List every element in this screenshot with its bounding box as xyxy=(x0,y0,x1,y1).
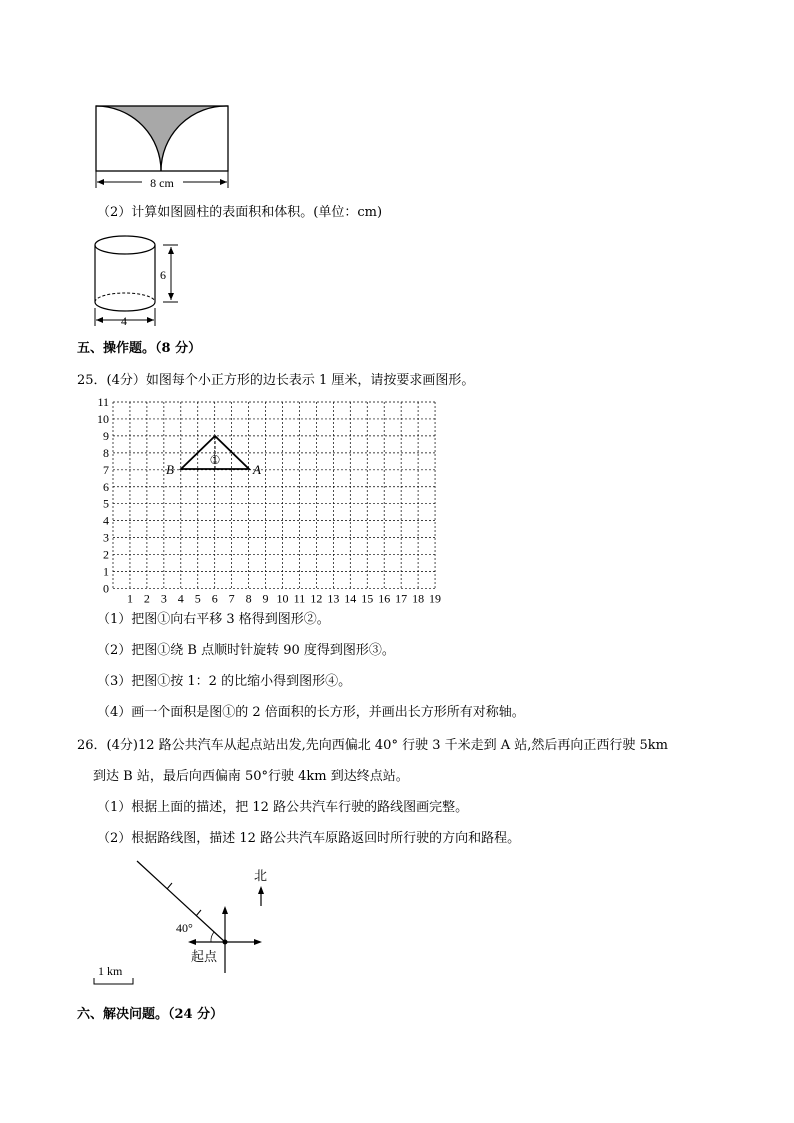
question-25-item-4: （4）画一个面积是图①的 2 倍面积的长方形，并画出长方形所有对称轴。 xyxy=(97,705,525,720)
north-label: 北 xyxy=(254,868,268,883)
x-axis-label: 12 xyxy=(310,591,323,606)
x-axis-label: 16 xyxy=(378,591,391,606)
y-axis-label: 5 xyxy=(103,496,109,511)
section-6-title: 六、解决问题。（24 分） xyxy=(77,1007,224,1022)
scale-bar xyxy=(94,978,133,984)
y-axis-label: 1 xyxy=(103,564,109,579)
x-axis-label: 2 xyxy=(143,591,150,606)
cylinder-height-label: 6 xyxy=(160,268,166,282)
point-a-label: A xyxy=(253,462,261,477)
x-axis-label: 5 xyxy=(194,591,201,606)
y-axis-label: 10 xyxy=(97,411,109,426)
y-axis-label: 4 xyxy=(103,513,109,528)
x-axis-label: 7 xyxy=(228,591,235,606)
question-26-item-1: （1）根据上面的描述，把 12 路公共汽车行驶的路线图画完整。 xyxy=(97,800,469,815)
x-axis-label: 15 xyxy=(361,591,374,606)
point-b-label: B xyxy=(166,462,174,477)
y-axis-label: 2 xyxy=(103,547,109,562)
x-axis-label: 18 xyxy=(412,591,425,606)
x-axis-label: 19 xyxy=(429,591,442,606)
start-point xyxy=(223,940,228,945)
angle-label: 40° xyxy=(176,921,193,935)
question-25-item-1: （1）把图①向右平移 3 格得到图形②。 xyxy=(97,612,330,627)
y-axis-label: 7 xyxy=(103,462,109,477)
x-axis-label: 17 xyxy=(395,591,408,606)
x-axis-label: 4 xyxy=(177,591,184,606)
question-25-stem: 25．(4分）如图每个小正方形的边长表示 1 厘米，请按要求画图形。 xyxy=(77,373,475,388)
north-arrow-head xyxy=(258,886,264,894)
y-axis-label: 3 xyxy=(103,530,109,545)
question-25-item-3: （3）把图①按 1：2 的比缩小得到图形④。 xyxy=(97,674,352,689)
section-5-title: 五、操作题。（8 分） xyxy=(77,341,202,356)
y-axis-label: 6 xyxy=(103,479,109,494)
y-axis-label: 11 xyxy=(97,395,109,409)
angle-arc xyxy=(211,932,214,942)
x-axis-label: 9 xyxy=(262,591,269,606)
x-axis-label: 1 xyxy=(126,591,133,606)
question-2-text: （2）计算如图圆柱的表面积和体积。(单位：cm) xyxy=(97,205,383,220)
y-axis-label: 8 xyxy=(103,445,109,460)
x-axis-label: 3 xyxy=(160,591,167,606)
question-26-line-1: 26．(4分)12 路公共汽车从起点站出发,先向西偏北 40° 行驶 3 千米走到 A 站,然后再向正西行驶 5km xyxy=(77,738,668,753)
cylinder-diameter-label: 4 xyxy=(121,314,127,328)
start-label: 起点 xyxy=(191,949,218,964)
dim-label: 8 cm xyxy=(150,176,174,190)
y-axis-label: 9 xyxy=(103,428,109,443)
question-26-item-2: （2）根据路线图，描述 12 路公共汽车原路返回时所行驶的方向和路程。 xyxy=(97,831,521,846)
x-axis-label: 6 xyxy=(211,591,218,606)
x-axis-label: 8 xyxy=(245,591,252,606)
question-25-item-2: （2）把图①绕 B 点顺时针旋转 90 度得到图形③。 xyxy=(97,643,395,658)
x-axis-label: 14 xyxy=(344,591,357,606)
x-axis-label: 13 xyxy=(327,591,340,606)
question-26-line-2: 到达 B 站，最后向西偏南 50°行驶 4km 到达终点站。 xyxy=(93,769,409,784)
x-axis-label: 10 xyxy=(276,591,289,606)
x-axis-label: 11 xyxy=(293,591,306,606)
scale-label: 1 km xyxy=(98,964,123,978)
y-axis-label: 0 xyxy=(103,581,109,596)
triangle-label: ① xyxy=(209,453,221,467)
